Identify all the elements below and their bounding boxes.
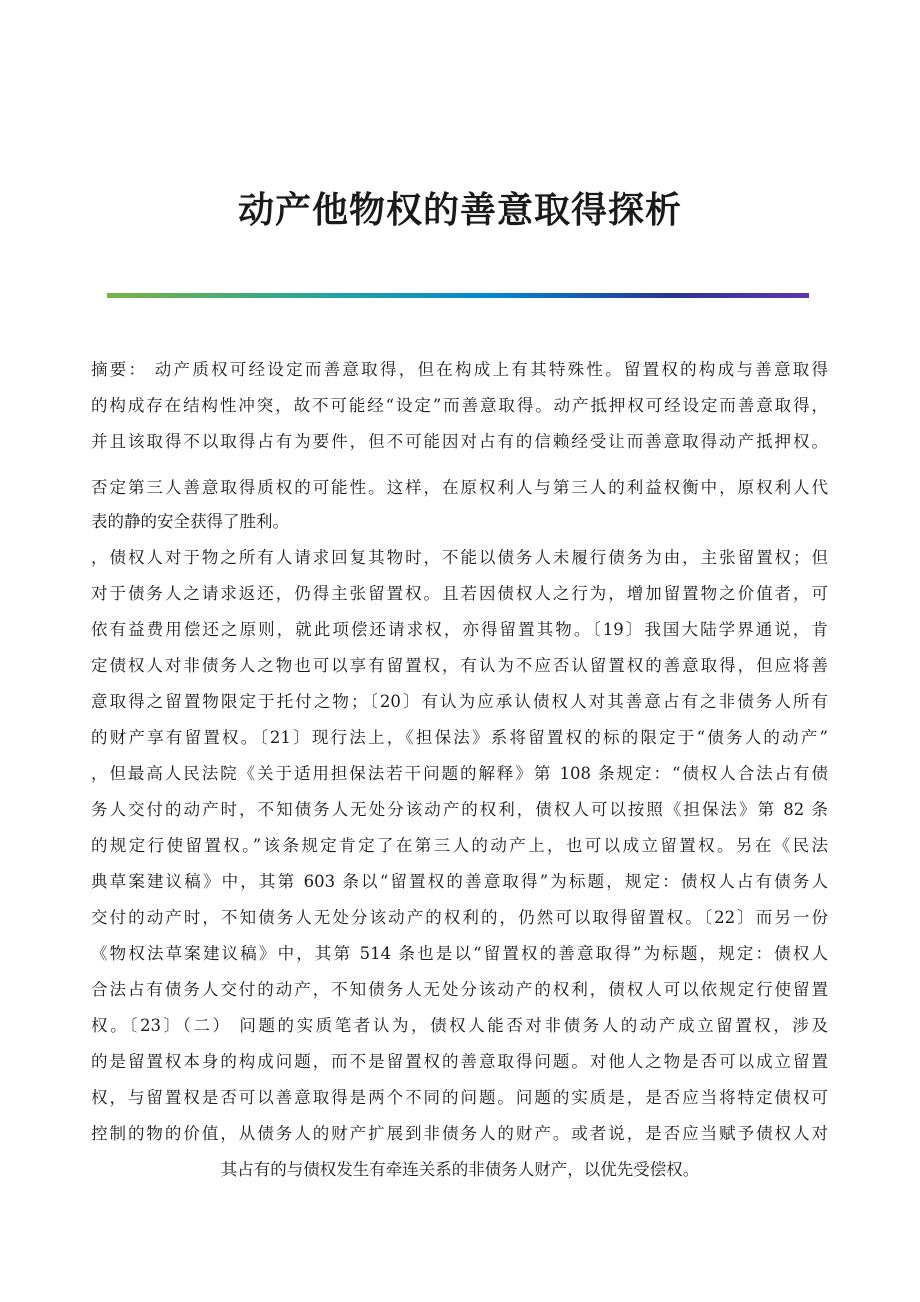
body-line: 务人交付的动产时，不知债务人无处分该动产的权利，债权人可以按照《担保法》第 82 条: [91, 800, 828, 819]
body-line: 的规定行使留置权。”该条规定肯定了在第三人的动产上，也可以成立留置权。另在《民法: [91, 836, 828, 855]
body-line: 《物权法草案建议稿》中，其第 514 条也是以“留置权的善意取得”为标题，规定：债权人: [91, 944, 828, 963]
body-line: 对于债务人之请求返还，仍得主张留置权。且若因债权人之行为，增加留置物之价值者，可: [91, 584, 828, 603]
body-line: 其占有的与债权发生有牵连关系的非债务人财产，以优先受偿权。: [220, 1160, 700, 1179]
body-line: 交付的动产时，不知债务人无处分该动产的权利的，仍然可以取得留置权。〔22〕而另一份: [91, 908, 828, 927]
body-line: 意取得之留置物限定于托付之物；〔20〕有认为应承认债权人对其善意占有之非债务人所有: [91, 692, 828, 711]
title-divider: [107, 293, 809, 298]
abstract-line: 的构成存在结构性冲突，故不可能经“设定”而善意取得。动产抵押权可经设定而善意取得，: [91, 396, 828, 415]
body-line: ，债权人对于物之所有人请求回复其物时，不能以债务人未履行债务为由，主张留置权；但: [91, 548, 828, 567]
body-line: 依有益费用偿还之原则，就此项偿还请求权，亦得留置其物。〔19〕我国大陆学界通说，肯: [91, 620, 828, 639]
abstract-line: 并且该取得不以取得占有为要件，但不可能因对占有的信赖经受让而善意取得动产抵押权。: [91, 432, 828, 451]
body-line: 权。〔23〕（二） 问题的实质笔者认为，债权人能否对非债务人的动产成立留置权，涉及: [91, 1016, 828, 1035]
body-line: 控制的物的价值，从债务人的财产扩展到非债务人的财产。或者说，是否应当赋予债权人对: [91, 1124, 828, 1143]
body-line: 典草案建议稿》中，其第 603 条以“留置权的善意取得”为标题，规定：债权人占有债务人: [91, 872, 828, 891]
abstract-line: 摘要： 动产质权可经设定而善意取得，但在构成上有其特殊性。留置权的构成与善意取得: [91, 360, 828, 379]
body-line: 合法占有债务人交付的动产，不知债务人无处分该动产的权利，债权人可以依规定行使留置: [91, 980, 828, 999]
body-line: 的是留置权本身的构成问题，而不是留置权的善意取得问题。对他人之物是否可以成立留置: [91, 1052, 828, 1071]
body-line: 权，与留置权是否可以善意取得是两个不同的问题。问题的实质是，是否应当将特定债权可: [91, 1088, 828, 1107]
body-line: 表的静的安全获得了胜利。: [91, 512, 289, 531]
body-line: 的财产享有留置权。〔21〕现行法上，《担保法》系将留置权的标的限定于“债务人的动产”: [91, 728, 828, 747]
body-line: ，但最高人民法院《关于适用担保法若干问题的解释》第 108 条规定：“债权人合法占有债: [91, 764, 828, 783]
body-line: 否定第三人善意取得质权的可能性。这样，在原权利人与第三人的利益权衡中，原权利人代: [91, 478, 828, 497]
document-title: 动产他物权的善意取得探析: [237, 189, 682, 231]
body-line: 定债权人对非债务人之物也可以享有留置权，有认为不应否认留置权的善意取得，但应将善: [91, 656, 828, 675]
